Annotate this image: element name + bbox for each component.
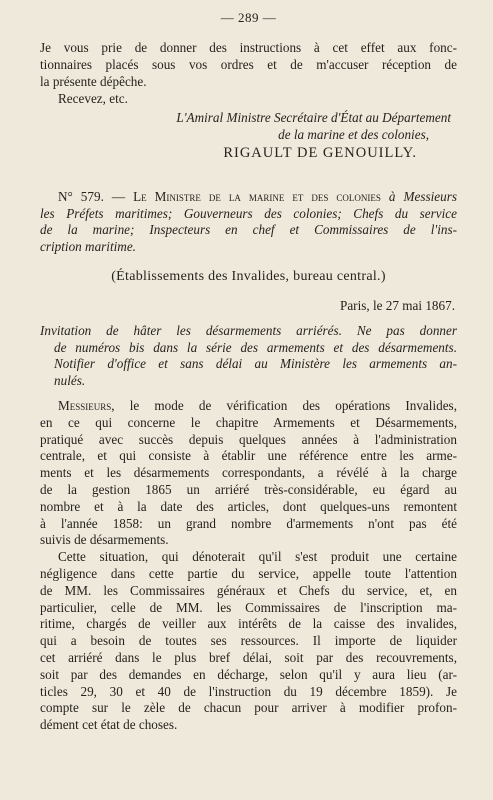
recevez-line: Recevez, etc. [58, 91, 128, 107]
body-line: ticles 29, 30 et 40 de l'instruction du 19 décembre 1859). Je [40, 683, 457, 699]
header-addressee-line: les Préfets maritimes; Gouverneurs des colonies; Chefs du service [40, 205, 457, 221]
body-line: pratiqué avec succès depuis quelques années à l'administration [40, 431, 457, 447]
body-line: Cette situation, qui dénoterait qu'il s'est produit une certaine [58, 549, 457, 565]
body-line: à l'année 1858: un grand nombre d'armements n'ont pas été [40, 515, 457, 531]
body-line-rest: , le mode de vérification des opérations Invalides, [111, 397, 457, 413]
circular-header [40, 189, 457, 256]
header-first-line [40, 189, 457, 206]
intro-paragraph [40, 40, 457, 90]
signature-name: RIGAULT DE GENOUILLY. [223, 144, 417, 161]
body-line: négligence dans cette partie du service, appelle toute l'attention [40, 565, 457, 581]
intro-line: tionnaires placés sous vos ordres et de m'accuser réception de [40, 56, 457, 72]
intro-line: Je vous prie de donner des instructions à cet effet aux fonc- [40, 40, 457, 55]
body-line: qui a besoin de toutes ses ressources. Il importe de liquider [40, 633, 457, 649]
page-number: — 289 — [220, 10, 277, 25]
header-addressee-line: de la marine; Inspecteurs en chef et Commissaires de l'ins- [40, 222, 457, 238]
circular-number: N° 579. [58, 188, 104, 204]
office-note: (Établissements des Invalides, bureau central.) [111, 268, 386, 284]
body-line: cet arriéré dans le plus bref délai, soit par des recouvrements, [40, 649, 457, 665]
summary-line: Invitation de hâter les désarmements arriérés. Ne pas donner [40, 322, 457, 338]
header-addressee-line: cription maritime. [40, 239, 136, 255]
summary-line: de numéros bis dans la série des armements et des désarmements. [54, 339, 457, 355]
header-ministre: Le Ministre de la marine et des colonies [133, 188, 381, 204]
body-line: nombre et à la date des articles, dont quelques-uns remontent [40, 498, 457, 514]
body-line: centrale, et qui consiste à établir une référence entre les arme- [40, 448, 457, 464]
body-line [40, 398, 457, 415]
body-line: en ce qui concerne le chapitre Armements et Désarmements, [40, 414, 457, 430]
body-line: suivis de désarmements. [40, 532, 169, 548]
summary-line: nulés. [54, 373, 86, 389]
body-line: ments et les désarmements correspondants, a révélé à la charge [40, 465, 457, 481]
summary-line: Notifier d'office et sans délai au Ministère les armements an- [54, 356, 457, 372]
body-line: de MM. les Commissaires généraux et Chefs du service, et, en [40, 582, 457, 598]
body-line: compte sur le zèle de chacun pour arriver à modifier profon- [40, 700, 457, 716]
body-line: particulier, celle de MM. les Commissaires de l'inscription ma- [40, 599, 457, 615]
signature-block [40, 110, 457, 163]
intro-line: la présente dépêche. [40, 73, 147, 89]
body-line: soit par des demandes en décharge, selon qu'il y aura lieu (ar- [40, 666, 457, 682]
signature-title-line-2: de la marine et des colonies, [278, 126, 429, 142]
header-addressee-start: à Messieurs [380, 188, 457, 204]
salutation: Messieurs [58, 397, 112, 413]
body-paragraph-1 [40, 398, 457, 549]
body-line: ritime, chargés de veiller aux intérêts de la caisse des invalides, [40, 616, 457, 632]
header-dash: — [103, 188, 134, 204]
body-paragraph-2 [40, 549, 457, 734]
body-line: de la gestion 1865 un arriéré très-considérable, eu égard au [40, 481, 457, 497]
signature-title-line-1: L'Amiral Ministre Secrétaire d'État au Département [176, 110, 451, 126]
date-line: Paris, le 27 mai 1867. [339, 297, 455, 313]
summary-block [40, 323, 457, 390]
body-line: dément cet état de choses. [40, 717, 178, 733]
